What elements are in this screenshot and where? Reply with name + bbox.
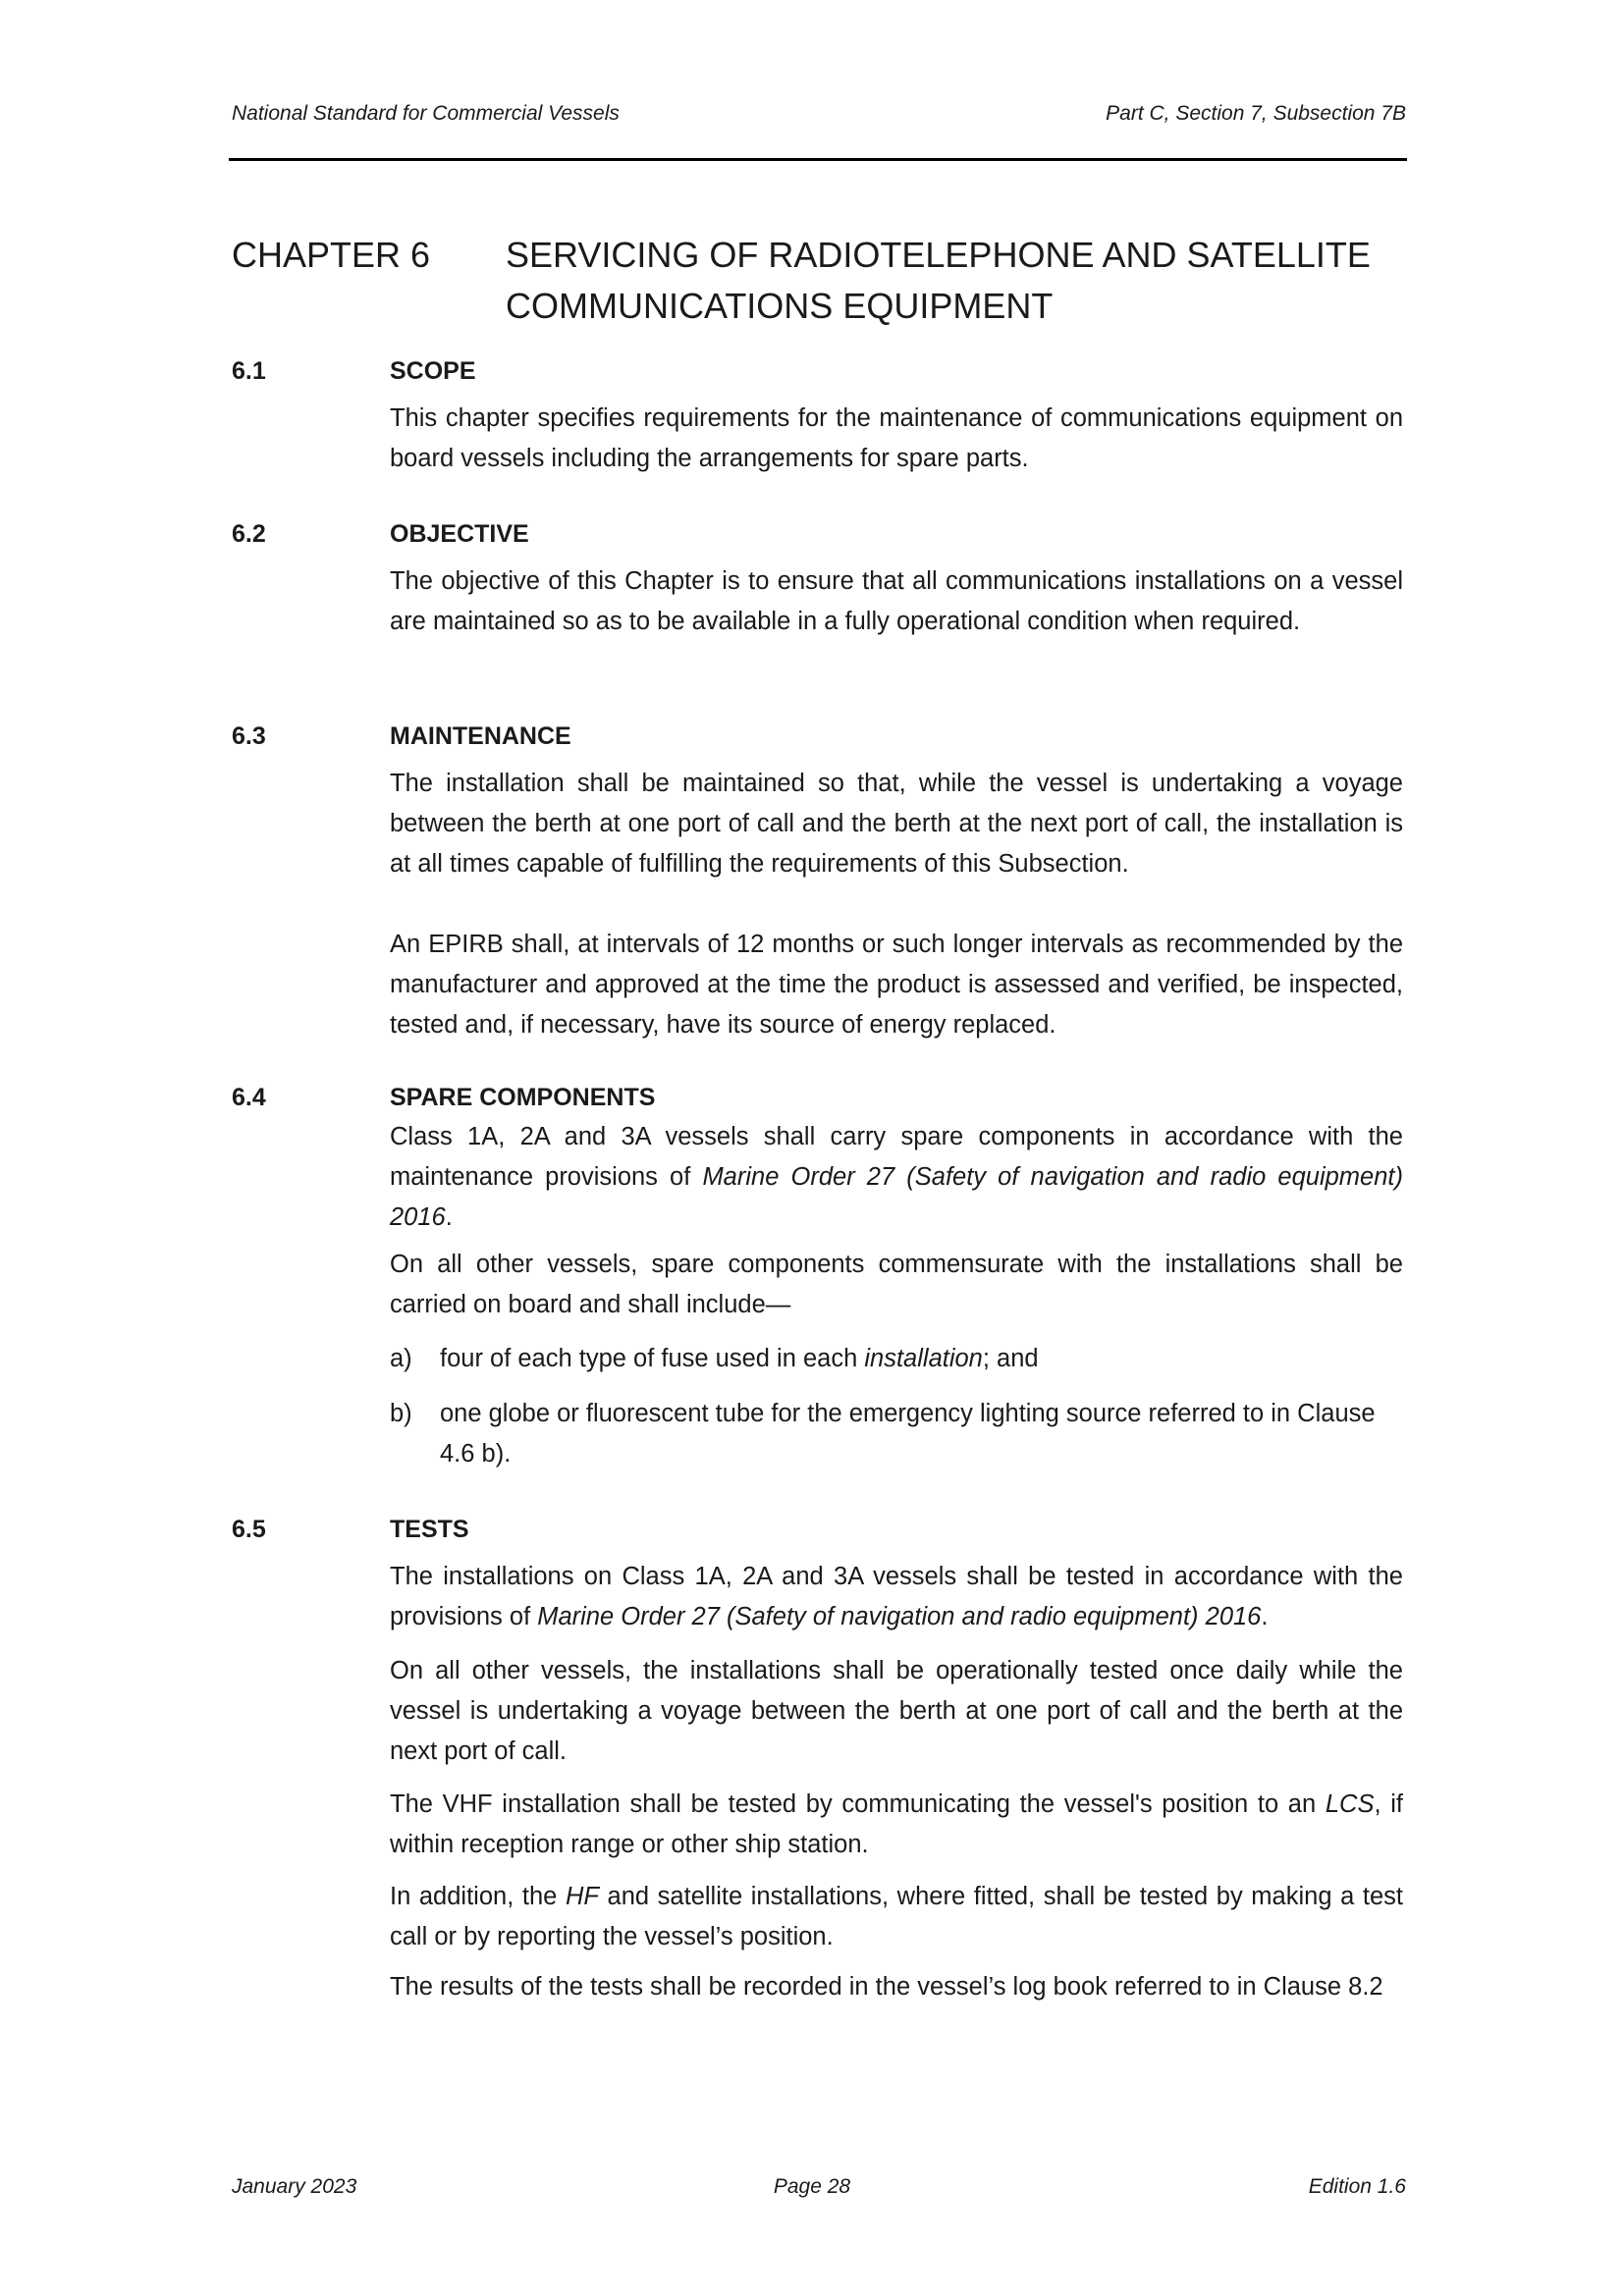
footer-page-number: Page 28 bbox=[773, 2175, 851, 2198]
list-item-text: four of each type of fuse used in each installation; and bbox=[440, 1345, 1039, 1372]
section-number: 6.3 bbox=[232, 722, 266, 750]
section-paragraph: The results of the tests shall be recorded in the vessel’s log book referred to in Clause 8.2 bbox=[390, 1973, 1383, 2001]
section-paragraph: This chapter specifies requirements for the maintenance of communications equipment on board vessels including the arrangements for spare parts. bbox=[390, 404, 1403, 472]
chapter-title bbox=[506, 230, 1389, 332]
footer-edition: Edition 1.6 bbox=[1308, 2175, 1406, 2198]
section-paragraph: An EPIRB shall, at intervals of 12 months or such longer intervals as recommended by the manufacturer and approved at the time the product is assessed and verified, be inspected, tested and, if necessary, have its source of energy replaced. bbox=[390, 931, 1403, 1039]
list-item-letter: a) bbox=[390, 1345, 412, 1372]
section-number: 6.5 bbox=[232, 1516, 266, 1543]
section-paragraph: The VHF installation shall be tested by communicating the vessel's position to an LCS, if within reception range or other ship station. bbox=[390, 1790, 1403, 1858]
header-part: Part C, Section 7, Subsection 7B bbox=[1106, 102, 1406, 125]
section-paragraph: On all other vessels, spare components commensurate with the installations shall be carried on board and shall include— bbox=[390, 1251, 1403, 1318]
header-rule bbox=[229, 158, 1407, 161]
section-heading: SCOPE bbox=[390, 357, 476, 385]
list-item-text: one globe or fluorescent tube for the emergency lighting source referred to in Clause 4.6 b). bbox=[440, 1400, 1376, 1468]
section-paragraph: The installations on Class 1A, 2A and 3A vessels shall be tested in accordance with the provisions of Marine Order 27 (Safety of navigation and radio equipment) 2016. bbox=[390, 1563, 1403, 1630]
section-paragraph: The installation shall be maintained so that, while the vessel is undertaking a voyage between the berth at one port of call and the berth at the next port of call, the installation is at all times capable of fulfilling the requirements of this Subsection. bbox=[390, 770, 1403, 878]
chapter-title-line2: COMMUNICATIONS EQUIPMENT bbox=[506, 286, 1054, 326]
section-heading: TESTS bbox=[390, 1516, 469, 1543]
list-item-letter: b) bbox=[390, 1400, 412, 1427]
chapter-label: CHAPTER 6 bbox=[232, 235, 431, 275]
header-title: National Standard for Commercial Vessels bbox=[232, 102, 620, 125]
section-number: 6.4 bbox=[232, 1084, 266, 1111]
section-number: 6.1 bbox=[232, 357, 266, 385]
section-heading: OBJECTIVE bbox=[390, 520, 529, 548]
footer-date: January 2023 bbox=[232, 2175, 357, 2198]
section-number: 6.2 bbox=[232, 520, 266, 548]
section-paragraph: The objective of this Chapter is to ensure that all communications installations on a vessel are maintained so as to be available in a fully operational condition when required. bbox=[390, 567, 1403, 635]
section-paragraph: In addition, the HF and satellite installations, where fitted, shall be tested by making a test call or by reporting the vessel’s position. bbox=[390, 1883, 1403, 1950]
section-heading: MAINTENANCE bbox=[390, 722, 571, 750]
chapter-title-line1: SERVICING OF RADIOTELEPHONE AND SATELLITE bbox=[506, 235, 1371, 275]
section-paragraph: On all other vessels, the installations shall be operationally tested once daily while the vessel is undertaking a voyage between the berth at one port of call and the berth at the next port of call. bbox=[390, 1657, 1403, 1765]
section-paragraph: Class 1A, 2A and 3A vessels shall carry spare components in accordance with the maintenance provisions of Marine Order 27 (Safety of navigation and radio equipment) 2016. bbox=[390, 1123, 1403, 1231]
section-heading: SPARE COMPONENTS bbox=[390, 1084, 656, 1111]
